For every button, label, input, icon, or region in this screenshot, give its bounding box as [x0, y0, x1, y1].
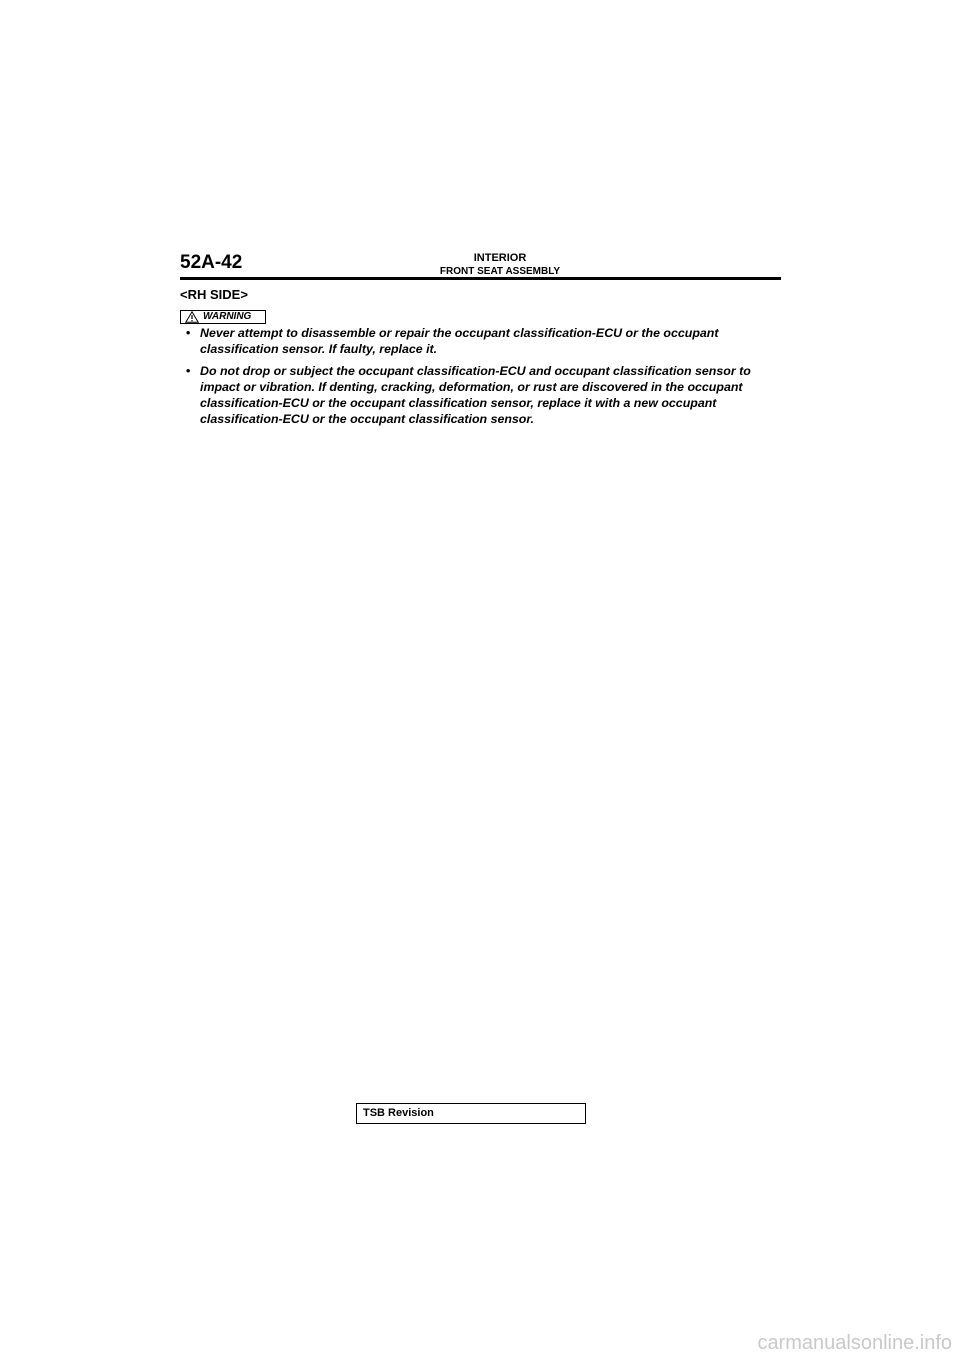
- header-divider: [180, 277, 781, 280]
- warning-list: [183, 325, 783, 433]
- bullet-icon: •: [186, 364, 191, 378]
- warning-item-text: Do not drop or subject the occupant classification-ECU and occupant classification sensor to impact or vibration. If denting, cracking, deformation, or rust are discovered in the occupant classification-ECU or the occupant classification sensor, replace it with a new occupant classification-ECU or the occupant classification sensor.: [200, 364, 751, 426]
- sub-heading: <RH SIDE>: [180, 287, 248, 302]
- chapter-title: INTERIOR: [473, 252, 527, 264]
- warning-item: [183, 363, 783, 427]
- tsb-revision-box: [356, 1103, 586, 1124]
- page-number: 52A-42: [180, 252, 243, 273]
- warning-tag: [180, 310, 266, 324]
- bullet-icon: •: [186, 326, 191, 340]
- warning-label: WARNING: [203, 311, 252, 322]
- warning-triangle-icon: [185, 311, 199, 323]
- warning-item: [183, 325, 783, 357]
- watermark: carmanualsonline.info: [757, 1332, 952, 1354]
- tsb-revision-label: TSB Revision: [363, 1107, 434, 1119]
- section-title: FRONT SEAT ASSEMBLY: [439, 266, 561, 277]
- warning-item-text: Never attempt to disassemble or repair the occupant classification-ECU or the occupant classification sensor. If faulty, replace it.: [200, 326, 719, 356]
